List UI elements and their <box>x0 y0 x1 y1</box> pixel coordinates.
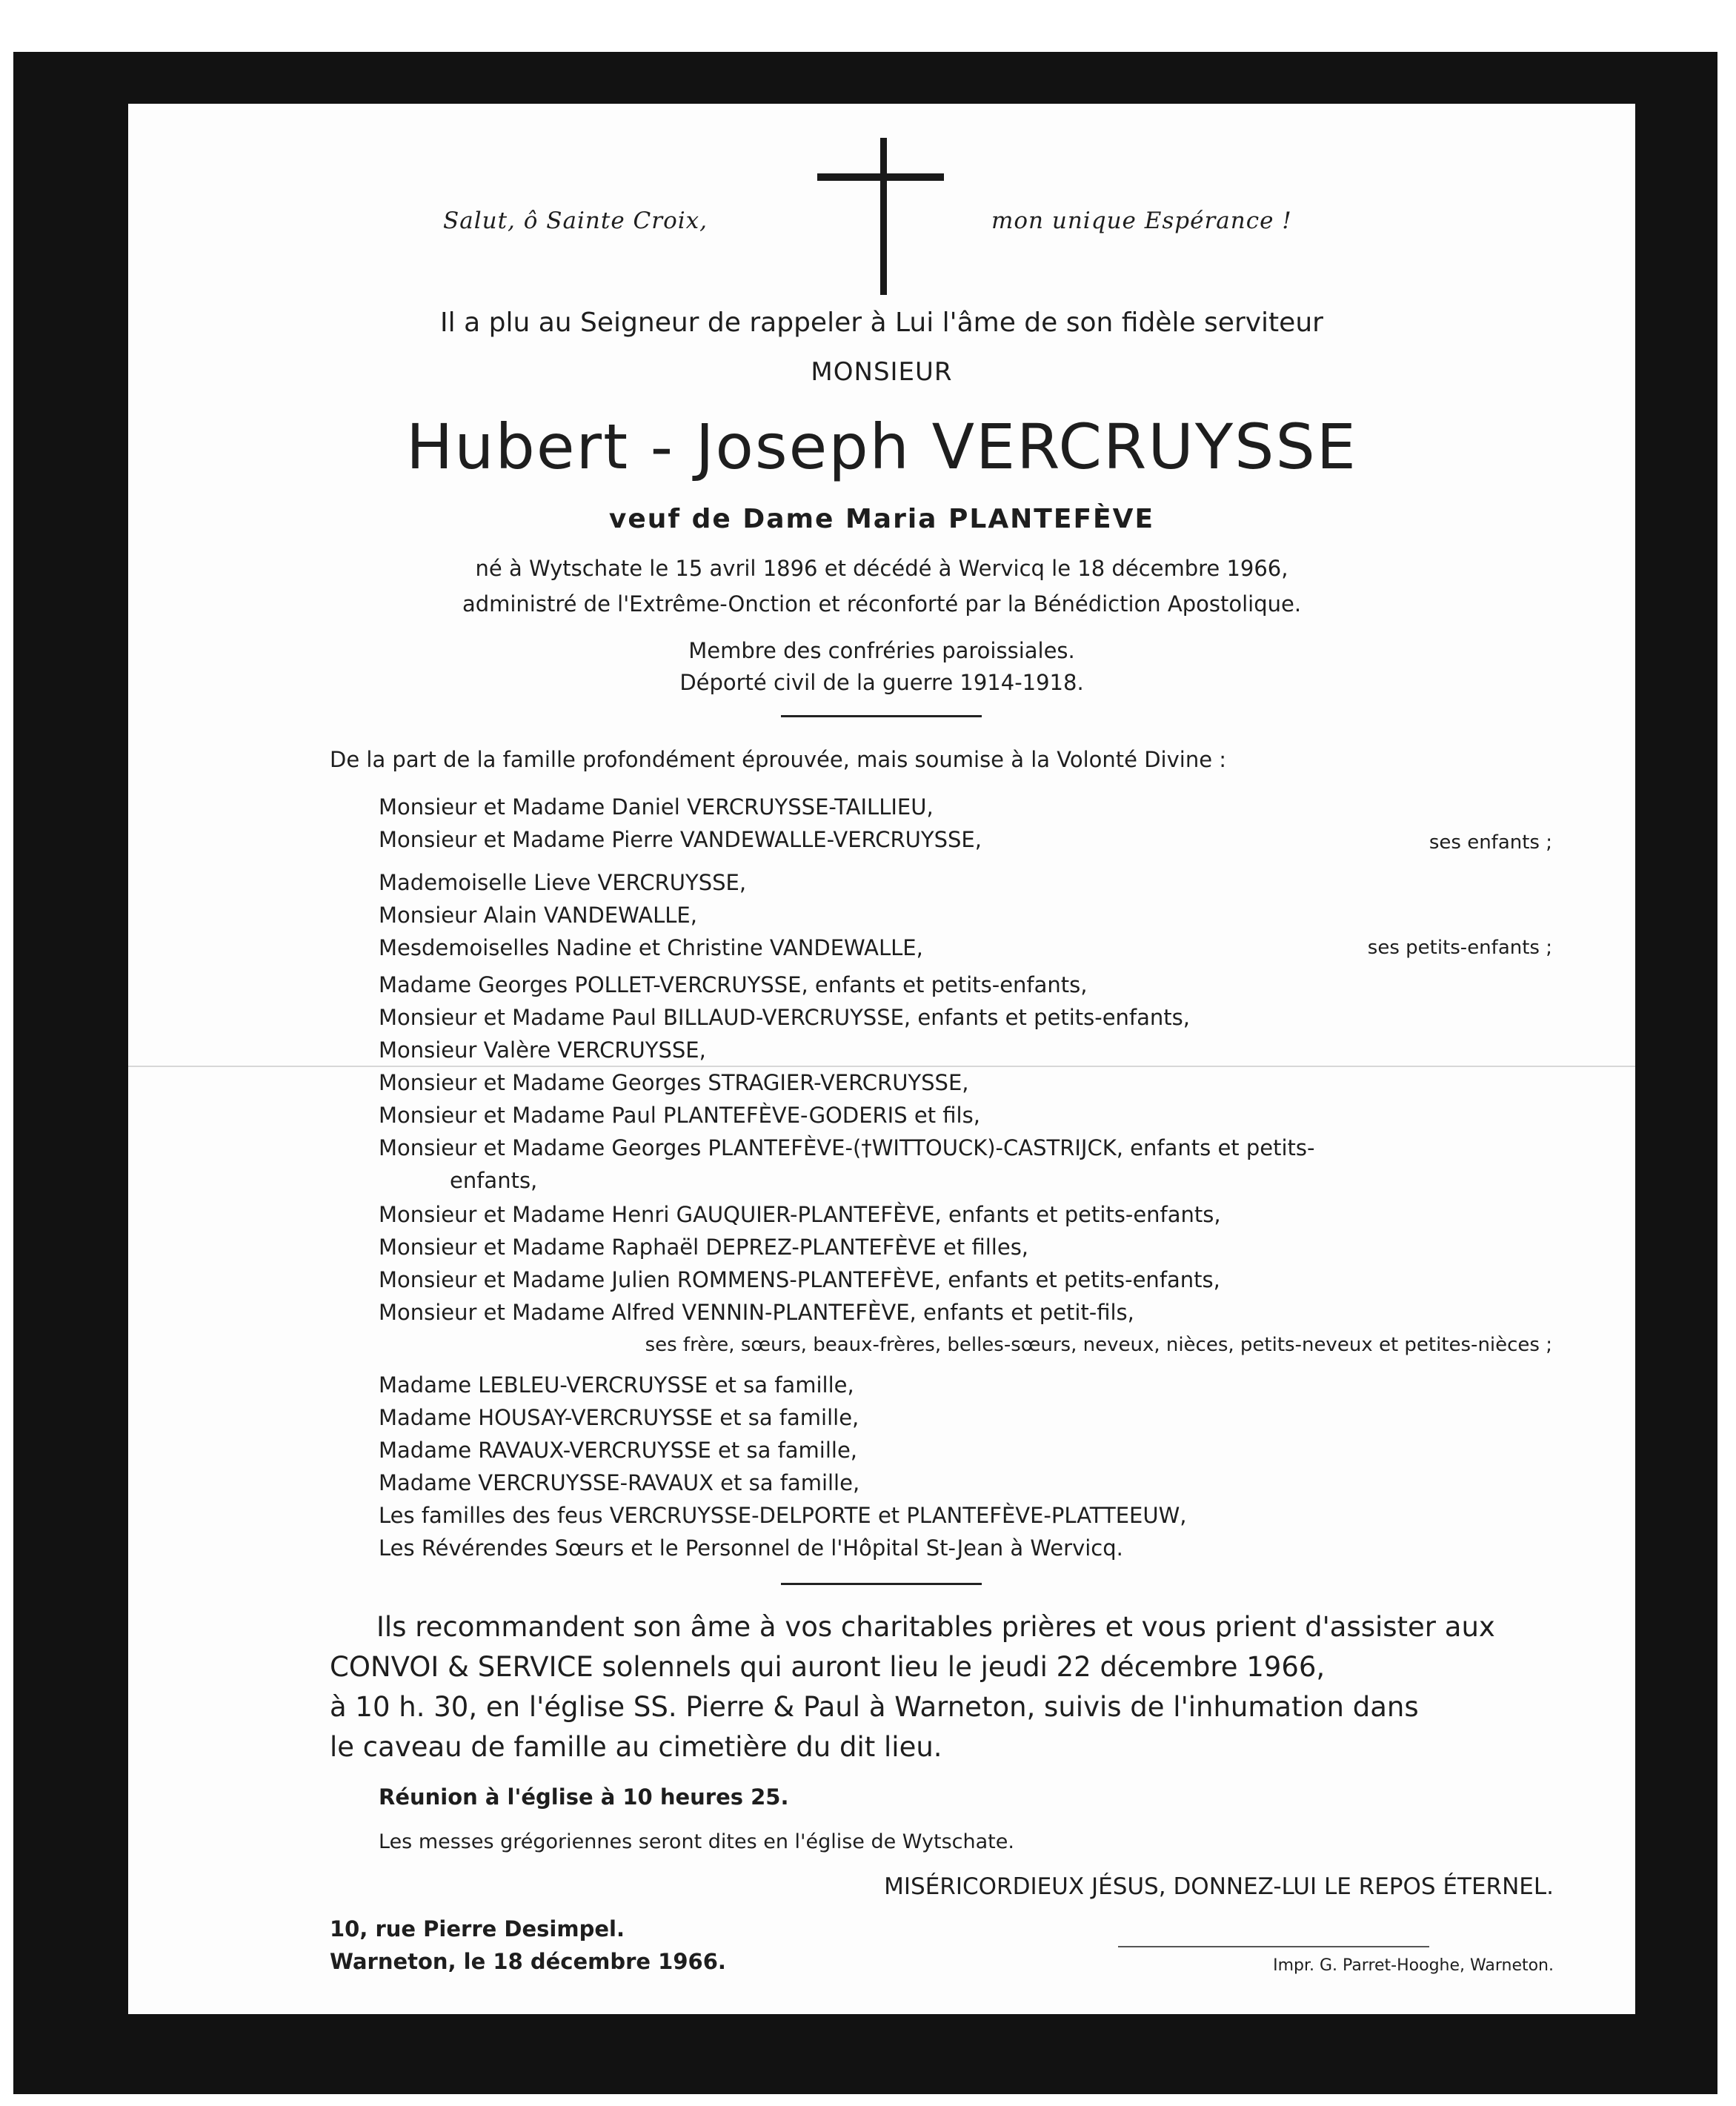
family-line: Monsieur et Madame Raphaël DEPREZ-PLANTEFÈVE et filles, <box>379 1235 1029 1260</box>
imprint-rule <box>1118 1946 1429 1947</box>
family-line: Monsieur et Madame Daniel VERCRUYSSE-TAILLIEU, <box>379 794 934 820</box>
separator-rule <box>781 715 982 717</box>
masses-line: Les messes grégoriennes seront dites en l'église de Wytschate. <box>379 1830 1014 1853</box>
family-line: Madame RAVAUX-VERCRUYSSE et sa famille, <box>379 1438 858 1463</box>
family-line: Les Révérendes Sœurs et le Personnel de l'Hôpital St-Jean à Wervicq. <box>379 1535 1123 1561</box>
memorial-card <box>128 104 1635 2014</box>
date-place-line: Warneton, le 18 décembre 1966. <box>330 1949 726 1974</box>
family-line: enfants, <box>450 1168 538 1193</box>
family-line: Madame LEBLEU-VERCRUYSSE et sa famille, <box>379 1372 854 1398</box>
widower-line: veuf de Dame Maria PLANTEFÈVE <box>608 504 1155 534</box>
fold-crease <box>128 1066 1635 1067</box>
family-line: Les familles des feus VERCRUYSSE-DELPORTE et PLANTEFÈVE-PLATTEEUW, <box>379 1503 1187 1528</box>
grandchildren-label: ses petits-enfants ; <box>1367 937 1552 959</box>
service-line: le caveau de famille au cimetière du dit lieu. <box>330 1731 942 1763</box>
service-line: Ils recommandent son âme à vos charitables prières et vous prient d'assister aux <box>376 1611 1495 1643</box>
family-line: Monsieur et Madame Georges PLANTEFÈVE-(†WITTOUCK)-CASTRIJCK, enfants et petits- <box>379 1135 1315 1160</box>
family-line: Mesdemoiselles Nadine et Christine VANDEWALLE, <box>379 935 923 960</box>
motto-left: Salut, ô Sainte Croix, <box>443 207 708 234</box>
children-label: ses enfants ; <box>1429 831 1552 854</box>
family-line: Madame HOUSAY-VERCRUYSSE et sa famille, <box>379 1405 859 1430</box>
family-line: Monsieur et Madame Julien ROMMENS-PLANTEFÈVE, enfants et petits-enfants, <box>379 1267 1220 1292</box>
family-line: Monsieur et Madame Paul PLANTEFÈVE-GODERIS et fils, <box>379 1103 980 1128</box>
motto-right: mon unique Espérance ! <box>991 207 1292 234</box>
family-line: Monsieur Alain VANDEWALLE, <box>379 903 697 928</box>
member-line: Membre des confréries paroissiales. <box>688 638 1075 663</box>
family-line: Monsieur et Madame Henri GAUQUIER-PLANTEFÈVE, enfants et petits-enfants, <box>379 1202 1221 1227</box>
separator-rule <box>781 1583 982 1585</box>
deported-line: Déporté civil de la guerre 1914-1918. <box>679 670 1084 695</box>
service-line: à 10 h. 30, en l'église SS. Pierre & Paul à Warneton, suivis de l'inhumation dans <box>330 1691 1419 1723</box>
honorific: MONSIEUR <box>811 357 953 387</box>
intro-line: Il a plu au Seigneur de rappeler à Lui l'âme de son fidèle serviteur <box>440 308 1323 338</box>
prayer-line: MISÉRICORDIEUX JÉSUS, DONNEZ-LUI LE REPOS ÉTERNEL. <box>884 1873 1554 1900</box>
family-line: Monsieur et Madame Georges STRAGIER-VERCRUYSSE, <box>379 1070 969 1095</box>
family-line: Monsieur et Madame Pierre VANDEWALLE-VERCRUYSSE, <box>379 827 982 852</box>
family-line: Madame VERCRUYSSE-RAVAUX et sa famille, <box>379 1470 860 1495</box>
birth-death-line: né à Wytschate le 15 avril 1896 et décédé à Wervicq le 18 décembre 1966, <box>475 556 1288 581</box>
reunion-line: Réunion à l'église à 10 heures 25. <box>379 1784 789 1810</box>
family-line: Monsieur Valère VERCRUYSSE, <box>379 1037 706 1063</box>
family-intro: De la part de la famille profondément éprouvée, mais soumise à la Volonté Divine : <box>330 747 1227 772</box>
address-line: 10, rue Pierre Desimpel. <box>330 1916 625 1941</box>
siblings-label: ses frère, sœurs, beaux-frères, belles-sœurs, neveux, nièces, petits-neveux et petites-nièces ; <box>645 1334 1552 1356</box>
printer-line: Impr. G. Parret-Hooghe, Warneton. <box>1273 1956 1554 1975</box>
family-line: Monsieur et Madame Alfred VENNIN-PLANTEFÈVE, enfants et petit-fils, <box>379 1300 1134 1325</box>
family-line: Mademoiselle Lieve VERCRUYSSE, <box>379 870 747 895</box>
family-line: Monsieur et Madame Paul BILLAUD-VERCRUYSSE, enfants et petits-enfants, <box>379 1005 1190 1030</box>
sacraments-line: administré de l'Extrême-Onction et réconforté par la Bénédiction Apostolique. <box>462 591 1302 617</box>
family-line: Madame Georges POLLET-VERCRUYSSE, enfants et petits-enfants, <box>379 972 1088 997</box>
deceased-name: Hubert - Joseph VERCRUYSSE <box>406 411 1357 483</box>
service-line: CONVOI & SERVICE solennels qui auront lieu le jeudi 22 décembre 1966, <box>330 1651 1326 1683</box>
